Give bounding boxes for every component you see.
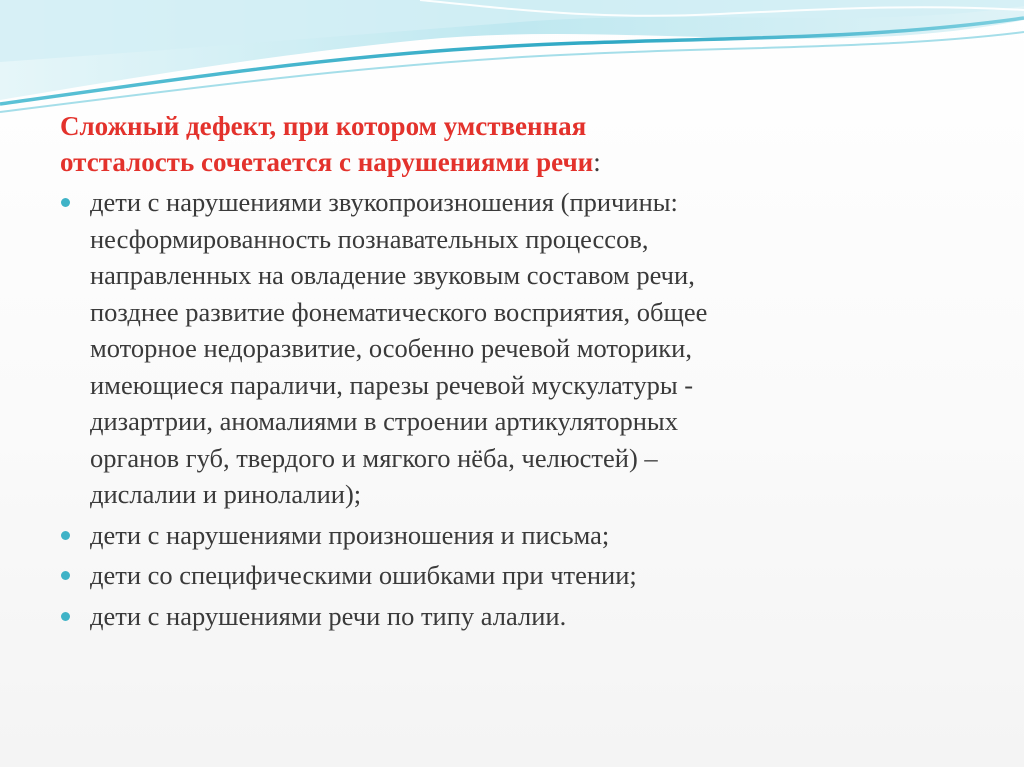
bullet-text-line: моторное недоразвитие, особенно речевой моторики, bbox=[90, 333, 692, 363]
bullet-text-line: дети с нарушениями произношения и письма; bbox=[90, 519, 610, 550]
slide-heading bbox=[60, 108, 980, 180]
bullet-text-line: позднее развитие фонематического восприятия, общее bbox=[90, 296, 708, 327]
bullet-item bbox=[60, 517, 980, 554]
bullet-item bbox=[60, 184, 980, 513]
heading-colon: : bbox=[593, 147, 601, 177]
bullet-text-line: несформированность познавательных процессов, bbox=[90, 223, 649, 254]
bullet-dot-icon bbox=[61, 571, 70, 580]
bullet-text-line: имеющиеся параличи, парезы речевой мускулатуры - bbox=[90, 369, 694, 400]
wave-header-decoration bbox=[0, 0, 1024, 120]
bullet-item bbox=[60, 598, 980, 635]
bullet-list bbox=[60, 184, 980, 634]
heading-line: Сложный дефект, при котором умственная bbox=[60, 111, 587, 141]
bullet-dot-icon bbox=[61, 531, 70, 540]
bullet-text-line: дети со специфическими ошибками при чтении; bbox=[90, 560, 637, 590]
heading-line bbox=[60, 144, 980, 180]
bullet-text-line: направленных на овладение звуковым составом речи, bbox=[90, 260, 695, 290]
bullet-item bbox=[60, 557, 980, 594]
bullet-dot-icon bbox=[61, 198, 70, 207]
bullet-text-line: дети с нарушениями звукопроизношения (причины: bbox=[90, 187, 678, 217]
bullet-text-line: дизартрии, аномалиями в строении артикуляторных bbox=[90, 406, 678, 436]
heading-line-text: отсталость сочетается с нарушениями речи bbox=[60, 147, 594, 177]
bullet-text-line: дети с нарушениями речи по типу алалии. bbox=[90, 600, 567, 631]
slide-content bbox=[60, 108, 980, 638]
bullet-text-line: дислалии и ринолалии); bbox=[90, 479, 362, 509]
bullet-dot-icon bbox=[61, 612, 70, 621]
bullet-text-line: органов губ, твердого и мягкого нёба, челюстей) – bbox=[90, 442, 658, 473]
